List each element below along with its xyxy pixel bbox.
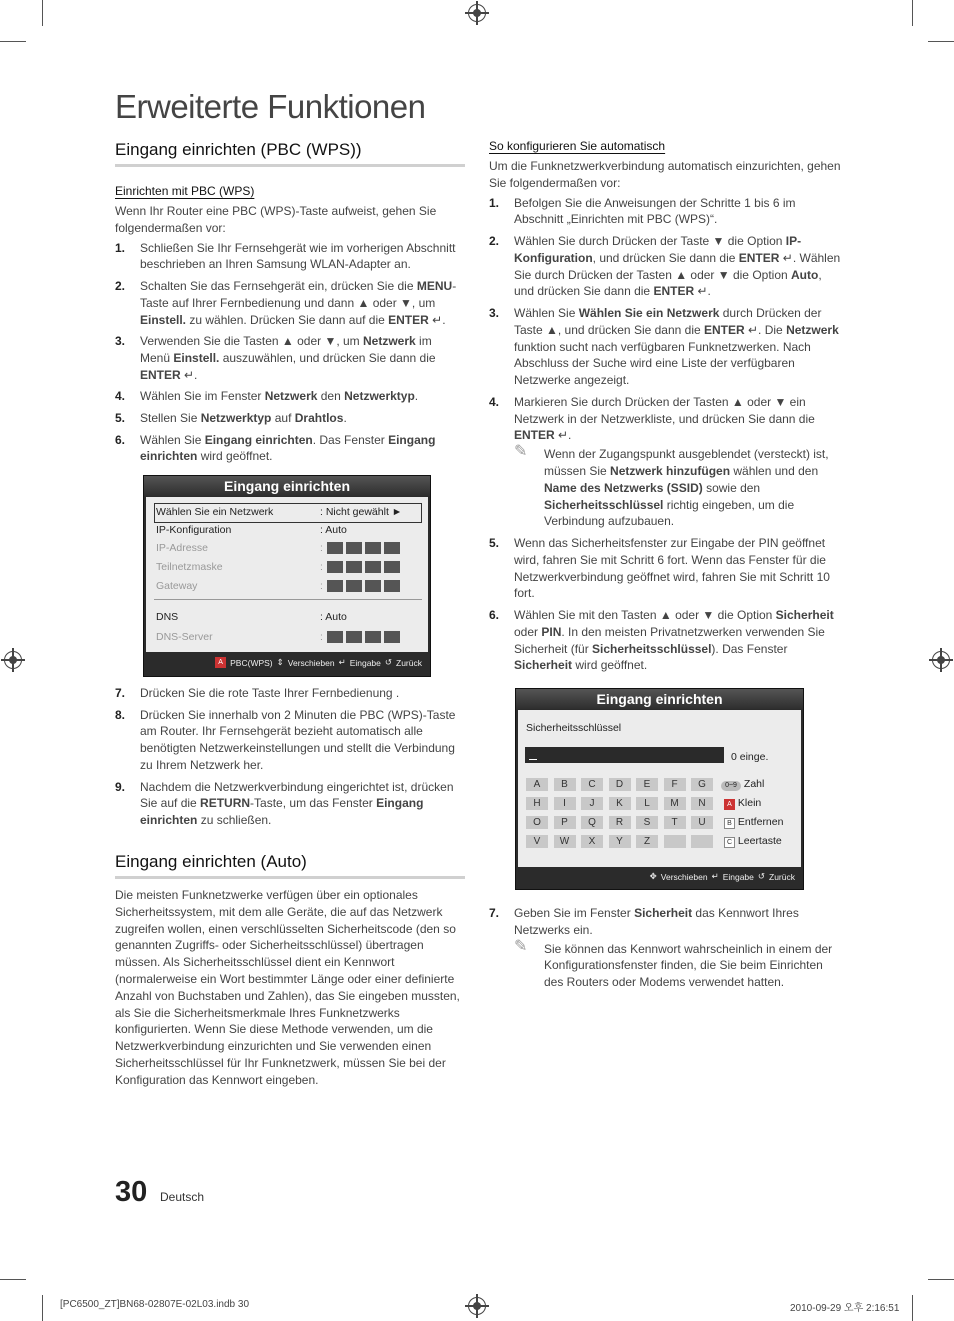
crop-mark <box>42 0 43 26</box>
security-key-label: Sicherheitsschlüssel <box>526 722 622 734</box>
registration-mark-icon <box>932 651 950 669</box>
step-item <box>115 240 465 274</box>
keyboard-key[interactable]: L <box>636 797 658 810</box>
keyboard-key[interactable] <box>664 835 686 848</box>
step-text: Drücken Sie die rote Taste Ihrer Fernbedienung . <box>140 686 400 700</box>
step-text: Schließen Sie Ihr Fernsehgerät wie im vorherigen Abschnitt beschrieben an Ihren Samsung WLAN-Adapter an. <box>140 240 456 272</box>
keyboard-key[interactable]: H <box>526 797 548 810</box>
keyboard-key[interactable]: E <box>636 778 658 791</box>
step-number: 7. <box>115 686 126 700</box>
row-gateway: Gateway : <box>156 580 403 592</box>
c-button-icon: C <box>724 837 735 848</box>
keyboard-key[interactable]: R <box>609 816 631 829</box>
keyboard-key[interactable]: Q <box>581 816 603 829</box>
intro-text: Wenn Ihr Router eine PBC (WPS)-Taste aufweist, gehen Sie folgendermaßen vor: <box>115 204 437 235</box>
keyboard-key[interactable]: W <box>554 835 576 848</box>
left-column <box>115 140 465 470</box>
move-arrows-icon: ✥ <box>649 871 657 881</box>
zahl-key-icon: 0~9 <box>721 781 741 791</box>
step-number: 2. <box>489 233 500 248</box>
step-number: 6. <box>489 607 500 622</box>
text-cursor <box>529 759 537 761</box>
keyboard-key[interactable]: Y <box>609 835 631 848</box>
steps-list <box>115 685 465 829</box>
step-text: Markieren Sie durch Drücken der Tasten ▲ oder ▼ ein Netzwerk in der Netzwerkliste, und drücken Sie dann die ENTER ↵. ✎ Wenn der Zugangspunkt ausgeblendet (versteckt) ist, müssen Sie Netzwerk hinzufügen wählen und den Name des Netzwerks (SSID) sowie den Sicherheitsschlüssel richtig eingeben, um die Verbindung aufzubauen. <box>514 394 829 529</box>
step-text: Befolgen Sie die Anweisungen der Schritte 1 bis 6 im Abschnitt „Einrichten mit PBC (WPS)“. <box>514 195 796 227</box>
step-number: 1. <box>489 195 500 210</box>
step-item <box>115 685 465 702</box>
keyboard-key[interactable] <box>691 835 713 848</box>
section-heading-auto: Eingang einrichten (Auto) <box>115 852 465 879</box>
step-number: 4. <box>115 389 126 404</box>
divider <box>154 599 422 600</box>
screen-footer: A PBC(WPS) ⇕ Verschieben ↵ Eingabe ↺ Zurück <box>215 657 422 668</box>
keyboard-key[interactable]: J <box>581 797 603 810</box>
step-text: Wählen Sie im Fenster Netzwerk den Netzwerktyp. <box>140 389 419 404</box>
intro-text: Um die Funknetzwerkverbindung automatisch einzurichten, gehen Sie folgendermaßen vor: <box>489 159 841 190</box>
keyboard-key[interactable]: Z <box>636 835 658 848</box>
b-button-icon: B <box>724 818 735 829</box>
subheading-auto: So konfigurieren Sie automatisch <box>489 139 666 153</box>
auto-description: Die meisten Funknetzwerke verfügen über ein optionales Sicherheitssystem, mit dem alle Geräte, die auf das Netzwerk zugreifen wollen, einen verschlüsselten Sicherheitscode (den so genannten Zugriffs- oder Sicherheitsschlüssel) übertragen müssen. Als Sicherheitsschlüssel dient ein Kennwort (normalerweise ein Wort bestimmter Länge oder einer definierte Anzahl von Buchstaben und Zahlen), das Sie eingeben mussten, als Sie die Sicherheitsmerkmale Ihres Funknetzwerks konfigurierten. Wenn Sie diese Methode verwenden, um die Netzwerkverbindung einzurichten und Sie verwenden einen Sicherheitsschlüssel für Ihr Funknetzwerk, müssen Sie bei der Konfiguration das Kennwort eingeben. <box>115 887 460 1087</box>
keyboard-key[interactable]: O <box>526 816 548 829</box>
step-number: 4. <box>489 394 500 409</box>
step-number: 9. <box>115 779 126 794</box>
red-a-button-icon: A <box>215 657 226 668</box>
keyboard-key[interactable]: D <box>609 778 631 791</box>
step-text: Wählen Sie mit den Tasten ▲ oder ▼ die Option Sicherheit oder PIN. In den meisten Privatnetzwerken verwenden Sie Sicherheit (für Sicherheitsschlüssel). Das Fenster Sicherheit wird geöffnet. <box>514 607 834 673</box>
screen-title: Eingang einrichten <box>144 476 430 496</box>
updown-arrow-icon: ⇕ <box>276 657 284 667</box>
step-item <box>115 333 465 383</box>
step-item <box>489 394 841 530</box>
step-item <box>115 388 465 405</box>
steps-list <box>489 195 841 675</box>
step-item <box>489 233 841 300</box>
tv-screen-security <box>515 688 804 890</box>
step-item <box>115 410 465 427</box>
keyboard-key[interactable]: M <box>664 797 686 810</box>
row-ip-config[interactable]: IP-Konfiguration : Auto <box>156 524 347 536</box>
tv-screen-eingang <box>143 475 431 677</box>
keyboard-key[interactable]: K <box>609 797 631 810</box>
right-column-lower <box>489 905 841 996</box>
page-language: Deutsch <box>160 1190 205 1204</box>
keyboard-key[interactable]: N <box>691 797 713 810</box>
right-column <box>489 139 841 679</box>
steps-list <box>115 240 465 466</box>
crop-mark <box>0 41 26 42</box>
screen-footer: ✥ Verschieben ↵ Eingabe ↺ Zurück <box>649 871 795 882</box>
step-text: Wählen Sie durch Drücken der Taste ▼ die Option IP-Konfiguration, und drücken Sie dann die ENTER ↵. Wählen Sie durch Drücken der Tasten ▲ oder ▼ die Option Auto, und drücken Sie dann die ENTER ↵. <box>514 233 841 299</box>
page-number: 30 <box>115 1176 148 1208</box>
keyboard-key[interactable]: X <box>581 835 603 848</box>
row-network[interactable]: Wählen Sie ein Netzwerk : Nicht gewählt ► <box>156 506 403 518</box>
step-item <box>489 195 841 229</box>
keyboard-key[interactable]: T <box>664 816 686 829</box>
keyboard-legend: 0~9 Zahl A Klein B Entfernen C Leertaste <box>721 775 783 851</box>
keyboard-key[interactable]: G <box>691 778 713 791</box>
page-title: Erweiterte Funktionen <box>115 88 426 125</box>
keyboard-key[interactable]: S <box>636 816 658 829</box>
crop-mark <box>912 1295 913 1321</box>
registration-mark-icon <box>468 1297 486 1315</box>
row-dns-server: DNS-Server : <box>156 631 403 643</box>
step-text: Drücken Sie innerhalb von 2 Minuten die PBC (WPS)-Taste am Router. Ihr Fernsehgerät bezieht automatisch alle benötigten Netzwerkeinstellungen und stellt die Verbindung zu Ihrem Netzwerk her. <box>140 707 456 772</box>
step-text: Wählen Sie Wählen Sie ein Netzwerk durch Drücken der Taste ▲, und drücken Sie dann die ENTER ↵. Die Netzwerk funktion sucht nach verfügbaren Funknetzwerken. Nach Abschluss der Suche wird eine Liste der verfügbaren Netzwerke angezeigt. <box>514 305 839 388</box>
return-icon: ↺ <box>384 657 393 667</box>
step-text: Wenn das Sicherheitsfenster zur Eingabe der PIN geöffnet wird, fahren Sie mit Schritt 6 fort. Wenn das Fenster für die Netzwerkverbindung geöffnet wird, fahren Sie mit Schritt 10 fort. <box>514 535 830 601</box>
step-number: 3. <box>115 334 126 349</box>
keyboard-key[interactable]: I <box>554 797 576 810</box>
section-heading-pbc: Eingang einrichten (PBC (WPS)) <box>115 140 465 167</box>
left-column-lower <box>115 685 465 1089</box>
keyboard-key[interactable]: B <box>554 778 576 791</box>
step-number: 7. <box>489 906 500 920</box>
row-ip-address: IP-Adresse : <box>156 542 403 554</box>
step-item <box>489 607 841 674</box>
step-text: Schalten Sie das Fernsehgerät ein, drücken Sie die MENU-Taste auf Ihrer Fernbedienung und dann ▲ oder ▼, um Einstell. zu wählen. Drücken Sie dann auf die ENTER ↵. <box>140 278 457 327</box>
red-a-button-icon: A <box>724 799 735 810</box>
step-item <box>115 779 465 829</box>
enter-icon: ↵ <box>711 871 719 881</box>
step-number: 1. <box>115 240 126 255</box>
screen-body <box>146 497 428 652</box>
step-item <box>115 707 465 774</box>
keyboard-key[interactable]: P <box>554 816 576 829</box>
return-icon: ↺ <box>757 871 766 881</box>
crop-mark <box>912 0 913 26</box>
screen-body <box>518 710 801 867</box>
step-number: 3. <box>489 305 500 320</box>
steps-list <box>489 905 841 991</box>
crop-mark <box>0 1279 26 1280</box>
step-item <box>115 278 465 328</box>
row-subnet: Teilnetzmaske : <box>156 561 403 573</box>
registration-mark-icon <box>4 651 22 669</box>
step-item <box>115 432 465 466</box>
crop-mark <box>42 1295 43 1321</box>
step-number: 5. <box>489 535 500 550</box>
keyboard-key[interactable]: V <box>526 835 548 848</box>
keyboard-key[interactable]: U <box>691 816 713 829</box>
char-count: 0 einge. <box>731 751 769 763</box>
keyboard-key[interactable]: F <box>664 778 686 791</box>
step-number: 2. <box>115 278 126 293</box>
enter-icon: ↵ <box>338 657 346 667</box>
subheading-pbc: Einrichten mit PBC (WPS) <box>115 184 255 198</box>
registration-mark-icon <box>468 4 486 22</box>
step-number: 8. <box>115 707 126 722</box>
step-item <box>489 535 841 602</box>
step-text: Stellen Sie Netzwerktyp auf Drahtlos. <box>140 410 347 425</box>
step-text: Nachdem die Netzwerkverbindung eingerichtet ist, drücken Sie auf die RETURN-Taste, um das Fenster Eingang einrichten zu schließen. <box>140 779 454 828</box>
print-date-info: 2010-09-29 오후 2:16:51 <box>790 1303 900 1314</box>
step-text: Wählen Sie Eingang einrichten. Das Fenster Eingang einrichten wird geöffnet. <box>140 432 436 464</box>
crop-mark <box>928 41 954 42</box>
step-item <box>489 905 841 991</box>
keyboard-key[interactable]: A <box>526 778 548 791</box>
screen-title: Eingang einrichten <box>516 689 803 709</box>
crop-mark <box>928 1279 954 1280</box>
row-dns[interactable]: DNS : Auto <box>156 611 347 623</box>
password-input[interactable] <box>525 747 724 763</box>
keyboard-key[interactable]: C <box>581 778 603 791</box>
print-file-info: [PC6500_ZT]BN68-02807E-02L03.indb 30 <box>60 1299 250 1310</box>
step-number: 6. <box>115 432 126 447</box>
step-item <box>489 305 841 389</box>
step-number: 5. <box>115 410 126 425</box>
step-text: Verwenden Sie die Tasten ▲ oder ▼, um Netzwerk im Menü Einstell. auszuwählen, und drücken Sie dann die ENTER ↵. <box>140 334 436 382</box>
step-text: Geben Sie im Fenster Sicherheit das Kennwort Ihres Netzwerks ein. ✎ Sie können das Kennwort wahrscheinlich in einem der Konfigurationsfenster finden, die Sie beim Einrichten des Routers oder Modems verwendet hatten. <box>514 906 833 990</box>
